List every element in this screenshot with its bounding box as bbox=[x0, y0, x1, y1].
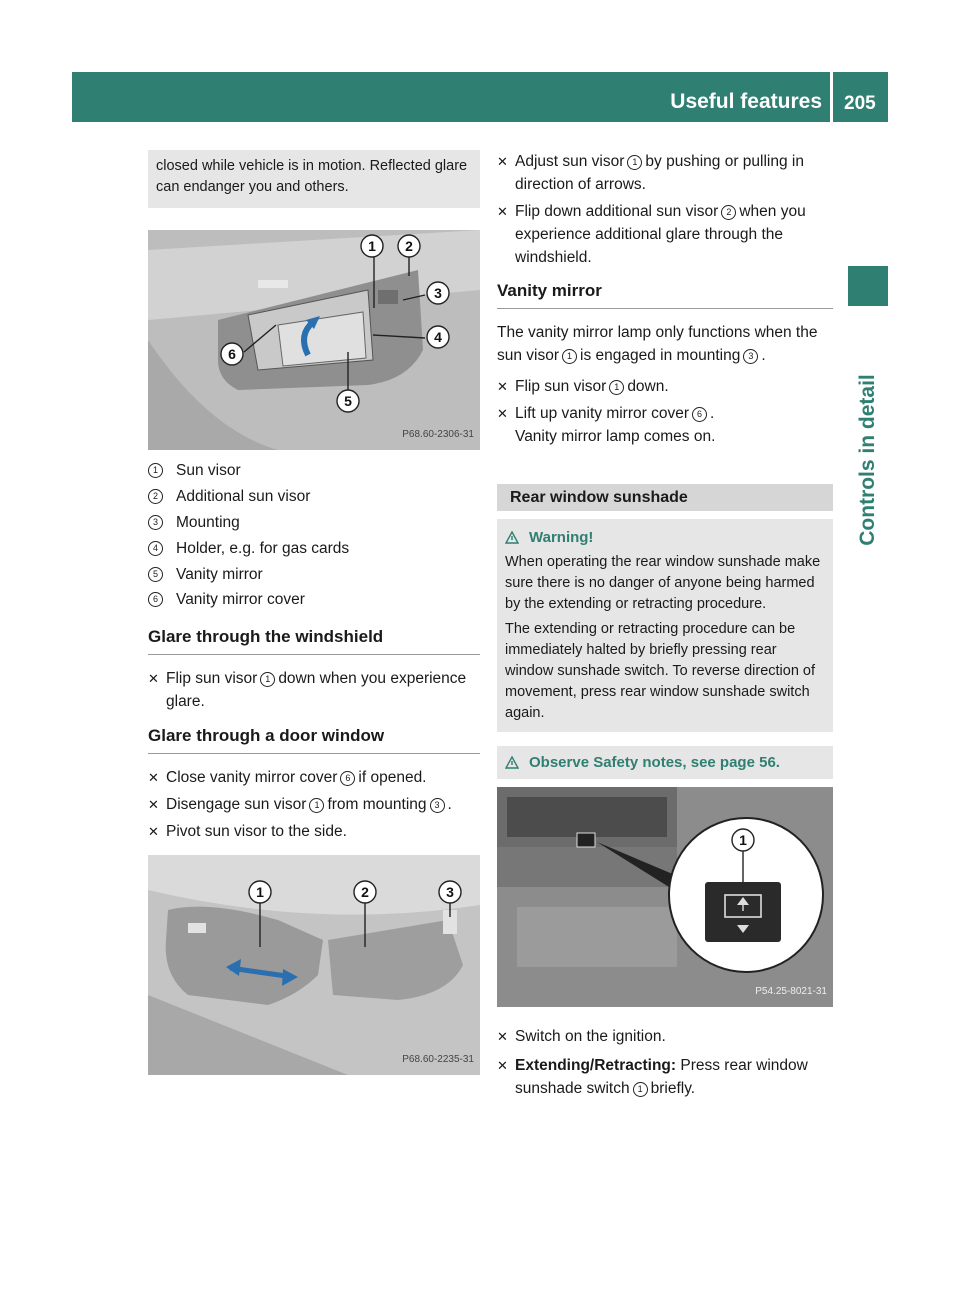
step-arrow-icon: ✕ bbox=[148, 769, 159, 785]
vanity-text bbox=[497, 321, 833, 367]
heading-windshield: Glare through the windshield bbox=[148, 625, 480, 655]
legend-label: Additional sun visor bbox=[176, 488, 311, 506]
sun-visor-figure bbox=[148, 230, 480, 450]
heading-door-window: Glare through a door window bbox=[148, 724, 480, 754]
legend-item bbox=[148, 484, 480, 510]
step-result: Vanity mirror lamp comes on. bbox=[515, 428, 716, 445]
safety-note bbox=[497, 746, 833, 779]
callout-1: 1 bbox=[256, 883, 264, 900]
page-number: 205 bbox=[844, 93, 876, 114]
step-flip-additional bbox=[497, 200, 833, 269]
legend-number: 5 bbox=[148, 567, 163, 582]
warning-paragraph: The extending or retracting procedure can be immediately halted by briefly pressing rear window sunshade switch. To reverse direction of movement, press rear window sunshade switch again. bbox=[505, 621, 816, 721]
callout-2: 2 bbox=[405, 238, 413, 254]
step-arrow-icon: ✕ bbox=[497, 1029, 508, 1044]
legend-label: Vanity mirror bbox=[176, 565, 263, 583]
legend-number: 6 bbox=[148, 592, 163, 607]
sun-visor-illustration bbox=[148, 230, 480, 450]
legend-label: Sun visor bbox=[176, 462, 241, 480]
ref-number: 1 bbox=[309, 798, 324, 813]
figure-reference: P68.60-2306-31 bbox=[402, 429, 474, 440]
legend-number: 1 bbox=[148, 463, 163, 478]
body-text: is engaged in mounting bbox=[580, 347, 741, 364]
step-adjust bbox=[497, 150, 833, 196]
step-disengage bbox=[148, 793, 480, 816]
pivot-visor-figure bbox=[148, 855, 480, 1075]
step-arrow-icon: ✕ bbox=[497, 406, 508, 421]
ref-number: 1 bbox=[260, 672, 275, 687]
continued-warning bbox=[148, 150, 480, 208]
step-text: Adjust sun visor bbox=[515, 153, 625, 170]
legend-label: Vanity mirror cover bbox=[176, 591, 305, 609]
callout-3: 3 bbox=[446, 883, 454, 900]
section-title: Useful features bbox=[670, 90, 822, 113]
step-text: Close vanity mirror cover bbox=[166, 768, 338, 786]
ref-number: 6 bbox=[340, 771, 355, 786]
step-text: if opened. bbox=[358, 768, 427, 786]
safety-title bbox=[505, 752, 825, 773]
body-text: The vanity mirror lamp only functions when the sun visor bbox=[497, 324, 818, 364]
figure-reference: P54.25-8021-31 bbox=[755, 986, 827, 997]
legend-item bbox=[148, 561, 480, 587]
step-text: when you experience additional glare through the windshield. bbox=[515, 203, 806, 266]
step-text: Switch on the ignition. bbox=[515, 1028, 666, 1045]
step-arrow-icon: ✕ bbox=[148, 796, 159, 812]
step-ignition bbox=[497, 1025, 833, 1048]
callout-5: 5 bbox=[344, 393, 352, 409]
warning-icon bbox=[505, 531, 519, 544]
legend-list bbox=[148, 458, 480, 613]
pivot-visor-illustration bbox=[148, 855, 480, 1075]
side-tab-label: Controls in detail bbox=[856, 374, 879, 546]
legend-item bbox=[148, 535, 480, 561]
heading-vanity-mirror: Vanity mirror bbox=[497, 279, 833, 309]
warning-title-text: Warning! bbox=[529, 529, 594, 546]
callout-2: 2 bbox=[361, 883, 369, 900]
callout-3: 3 bbox=[434, 285, 442, 301]
legend-label: Mounting bbox=[176, 513, 240, 531]
step-pivot bbox=[148, 820, 480, 843]
step-text: Flip sun visor bbox=[166, 669, 258, 687]
step-arrow-icon: ✕ bbox=[148, 823, 159, 839]
ref-number: 3 bbox=[430, 798, 445, 813]
ref-number: 1 bbox=[562, 349, 577, 364]
step-text: . bbox=[710, 405, 715, 422]
step-text: Disengage sun visor bbox=[166, 795, 307, 813]
step-text: . bbox=[447, 795, 452, 813]
legend-number: 4 bbox=[148, 541, 163, 556]
ref-number: 1 bbox=[609, 380, 624, 395]
warning-title bbox=[505, 527, 825, 548]
step-lift-cover bbox=[497, 402, 833, 448]
ref-number: 2 bbox=[721, 205, 736, 220]
warning-icon bbox=[505, 756, 519, 769]
step-flip-down bbox=[497, 375, 833, 398]
legend-item bbox=[148, 510, 480, 536]
step-flip-visor bbox=[148, 667, 480, 713]
callout-1: 1 bbox=[739, 832, 747, 848]
step-extend bbox=[497, 1054, 833, 1100]
side-tab-marker bbox=[848, 266, 888, 306]
sunshade-switch-illustration bbox=[497, 787, 833, 1007]
warning-box bbox=[497, 519, 833, 732]
ref-number: 1 bbox=[633, 1082, 648, 1097]
step-text: from mounting bbox=[327, 795, 427, 813]
callout-4: 4 bbox=[434, 329, 442, 345]
right-column bbox=[497, 150, 833, 1100]
figure-reference: P68.60-2235-31 bbox=[402, 1053, 474, 1065]
body-text: . bbox=[761, 347, 766, 364]
left-column bbox=[148, 150, 480, 1075]
section-band-rear-sunshade: Rear window sunshade bbox=[497, 484, 833, 511]
legend-label: Holder, e.g. for gas cards bbox=[176, 539, 350, 557]
step-text: briefly. bbox=[650, 1080, 696, 1097]
intro-text: closed while vehicle is in motion. Reflected glare can endanger you and others. bbox=[156, 158, 468, 195]
step-text: Press rear window sunshade switch bbox=[515, 1057, 808, 1097]
step-arrow-icon: ✕ bbox=[497, 204, 508, 219]
ref-number: 3 bbox=[743, 349, 758, 364]
header-separator bbox=[830, 72, 833, 122]
step-text: Flip down additional sun visor bbox=[515, 203, 719, 220]
step-text: Flip sun visor bbox=[515, 378, 607, 395]
legend-number: 3 bbox=[148, 515, 163, 530]
sunshade-switch-figure bbox=[497, 787, 833, 1007]
step-text: by pushing or pulling in direction of arrows. bbox=[515, 153, 804, 193]
step-arrow-icon: ✕ bbox=[497, 154, 508, 169]
callout-6: 6 bbox=[228, 346, 236, 362]
step-arrow-icon: ✕ bbox=[497, 379, 508, 394]
callout-1: 1 bbox=[368, 238, 376, 254]
step-arrow-icon: ✕ bbox=[497, 1058, 508, 1073]
step-text: Lift up vanity mirror cover bbox=[515, 405, 689, 422]
step-text: Pivot sun visor to the side. bbox=[166, 822, 347, 840]
side-tab bbox=[848, 310, 888, 610]
safety-text: Observe Safety notes, see page 56. bbox=[529, 754, 780, 771]
step-text: down when you experience glare. bbox=[166, 669, 467, 710]
step-bold-label: Extending/Retracting: bbox=[515, 1057, 677, 1074]
step-close-cover bbox=[148, 766, 480, 789]
ref-number: 6 bbox=[692, 407, 707, 422]
legend-item bbox=[148, 458, 480, 484]
ref-number: 1 bbox=[627, 155, 642, 170]
step-text: down. bbox=[627, 378, 669, 395]
warning-paragraph: When operating the rear window sunshade make sure there is no danger of anyone being harmed by the extending or retracting procedure. bbox=[505, 554, 821, 612]
legend-item bbox=[148, 587, 480, 613]
legend-number: 2 bbox=[148, 489, 163, 504]
step-arrow-icon: ✕ bbox=[148, 670, 159, 686]
